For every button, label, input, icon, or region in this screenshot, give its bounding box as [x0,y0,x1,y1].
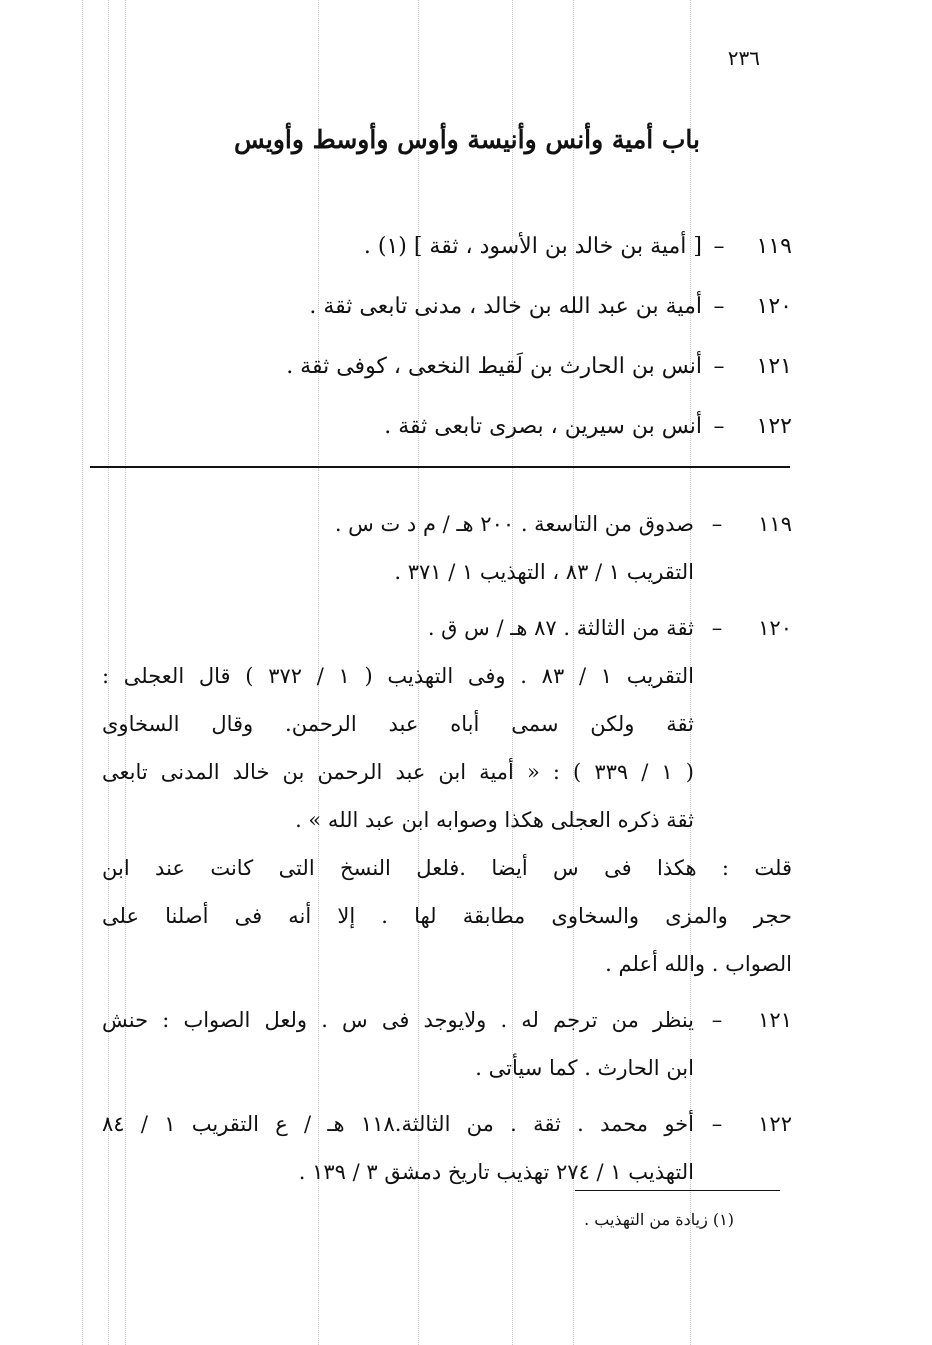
entry-121 [112,345,792,405]
note-number: ١٢١ [758,1008,792,1032]
notes-section [102,500,792,1204]
section-divider [90,466,790,468]
note-dash: – [711,512,723,536]
note-line: الصواب . والله أعلم . [605,952,792,976]
note-line: ثقة ذكره العجلى هكذا وصوابه ابن عبد الله » . [295,808,694,832]
entry-number: ١٢٢ [756,414,792,439]
note-number: ١١٩ [758,512,792,536]
note-line: ثقة من الثالثة . ٨٧ هـ / س ق . [427,616,694,640]
note-line: أخو محمد . ثقة . من الثالثة.١١٨ هـ / ع التقريب ١ / ٨٤ [102,1112,694,1136]
note-dash: – [711,1008,723,1032]
entry-120 [112,285,792,345]
entry-dash: – [713,294,725,319]
note-line: ابن الحارث . كما سيأتى . [475,1056,694,1080]
entry-number: ١١٩ [756,234,792,259]
note-line: قلت : هكذا فى س أيضا .فلعل النسخ التى كانت عند ابن [102,856,792,880]
note-line: ( ١ / ٣٣٩ ) : « أمية ابن عبد الرحمن بن خالد المدنى تابعى [102,760,694,784]
page-number: ٢٣٦ [727,46,760,70]
entry-text: [ أمية بن خالد بن الأسود ، ثقة ] (١) . [363,234,702,259]
entry-dash: – [713,234,725,259]
note-121 [102,996,792,1092]
entry-dash: – [713,414,725,439]
note-dash: – [711,616,723,640]
note-120 [102,604,792,988]
note-line: صدوق من التاسعة . ٢٠٠ هـ / م د ت س . [334,512,694,536]
entry-number: ١٢١ [756,354,792,379]
entry-text: أنس بن الحارث بن لَقيط النخعى ، كوفى ثقة . [286,354,702,379]
footnote: (١) زيادة من التهذيب . [584,1210,734,1229]
entry-list [112,225,792,465]
note-119 [102,500,792,596]
note-line: التقريب ١ / ٨٣ ، التهذيب ١ / ٣٧١ . [394,560,694,584]
note-number: ١٢٠ [758,616,792,640]
note-number: ١٢٢ [758,1112,792,1136]
entry-number: ١٢٠ [756,294,792,319]
note-line: التهذيب ١ / ٢٧٤ تهذيب تاريخ دمشق ٣ / ١٣٩ . [298,1160,694,1184]
note-122 [102,1100,792,1196]
note-line: ثقة ولكن سمى أباه عبد الرحمن. وقال السخاوى [102,712,694,736]
entry-dash: – [713,354,725,379]
chapter-title: باب أمية وأنس وأنيسة وأوس وأوسط وأويس [234,125,700,154]
entry-119 [112,225,792,285]
footnote-rule [575,1190,780,1191]
entry-text: أمية بن عبد الله بن خالد ، مدنى تابعى ثقة . [309,294,702,319]
note-dash: – [711,1112,723,1136]
entry-122 [112,405,792,465]
note-line: حجر والمزى والسخاوى مطابقة لها . إلا أنه فى أصلنا على [102,904,792,928]
entry-text: أنس بن سيرين ، بصرى تابعى ثقة . [384,414,702,439]
note-line: ينظر من ترجم له . ولايوجد فى س . ولعل الصواب : حنش [102,1008,694,1032]
note-line: التقريب ١ / ٨٣ . وفى التهذيب ( ١ / ٣٧٢ ) قال العجلى : [102,664,694,688]
